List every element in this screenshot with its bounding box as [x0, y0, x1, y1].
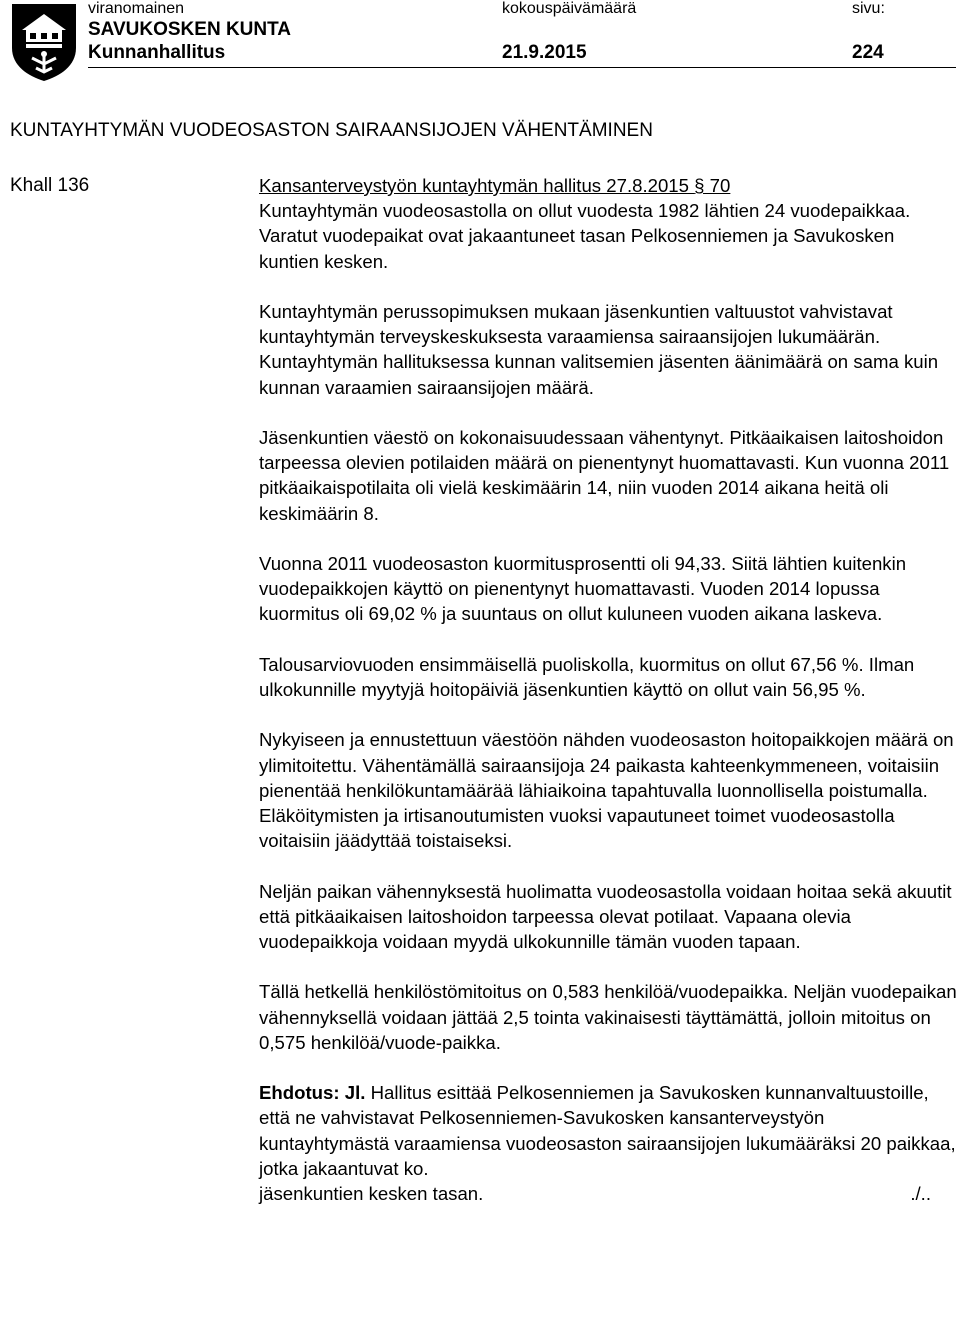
- paragraph-3: Jäsenkuntien väestö on kokonaisuudessaan vähentynyt. Pitkäaikaisen laitoshoidon tarpeessa olevien potilaiden määrä on pienentynyt huomattavasti. Kun vuonna 2011 pitkäaikaispotilaita oli vielä keskimäärin 14, niin vuoden 2014 aikana heitä oli keskimäärin 8.: [259, 427, 950, 524]
- proposal-label: Ehdotus: Jl.: [259, 1082, 366, 1104]
- paragraph-8: Tällä hetkellä henkilöstömitoitus on 0,583 henkilöä/vuodepaikka. Neljän vuodepaikan vähennyksellä voidaan jättää 2,5 tointa vakinaisesti täyttämättä, jolloin mitoitus on 0,575 henkilöä/vuode-paikka.: [259, 981, 957, 1053]
- paragraph-5: Talousarviovuoden ensimmäisellä puoliskolla, kuormitus on ollut 67,56 %. Ilman ulkokunnille myytyjä hoitopäiviä jäsenkuntien käyttö on ollut vain 56,95 %.: [259, 653, 915, 700]
- header-divider: [88, 67, 956, 68]
- paragraph-7: Neljän paikan vähennyksestä huolimatta vuodeosastolla voidaan hoitaa sekä akuutit että pitkäaikaisen laitoshoidon tarpeessa olevat potilaat. Vapaana olevia vuodepaikkoja voidaan myydä ulkokunnille tämän vuoden tapaan.: [259, 880, 952, 952]
- header-organization: SAVUKOSKEN KUNTA: [88, 19, 292, 40]
- content-column: [259, 173, 959, 1206]
- document-title: KUNTAYHTYMÄN VUODEOSASTON SAIRAANSIJOJEN VÄHENTÄMINEN: [10, 120, 653, 141]
- header-authority: Kunnanhallitus: [88, 42, 226, 63]
- paragraph-reference: [259, 173, 959, 274]
- item-id: Khall 136: [10, 175, 90, 196]
- header-label-page: sivu:: [852, 0, 885, 17]
- reference-line: Kansanterveystyön kuntayhtymän hallitus 27.8.2015 § 70: [259, 175, 731, 196]
- paragraph-6: Nykyiseen ja ennustettuun väestöön nähden vuodeosaston hoitopaikkojen määrä on ylimitoitettu. Vähentämällä sairaansijoja 24 paikasta kahteenkymmeneen, voitaisiin pienentää henkilökuntamäärää lähiaikoina tapahtuvalla luonnollisella poistumalla. Eläköitymisten ja irtisanoutumisten vuoksi vapautuneet toimet vuodeosastolla voitaisiin jäädyttää toistaiseksi.: [259, 729, 954, 852]
- paragraph-4: Vuonna 2011 vuodeosaston kuormitusprosentti oli 94,33. Siitä lähtien kuitenkin vuodepaikkojen käyttö on pienentynyt huomattavasti. Vuoden 2014 lopussa kuormitus oli 69,02 % ja suuntaus on ollut kuluneen vuoden aikana laskeva.: [259, 553, 907, 625]
- header-meeting-date: 21.9.2015: [502, 42, 587, 63]
- proposal-last-text: jäsenkuntien kesken tasan.: [259, 1183, 484, 1204]
- proposal-paragraph: [259, 1080, 959, 1206]
- continued-marker: ./..: [910, 1183, 931, 1204]
- header-label-meeting-date: kokouspäivämäärä: [502, 0, 637, 17]
- proposal-last-line: [259, 1181, 959, 1206]
- paragraph-1: Kuntayhtymän vuodeosastolla on ollut vuodesta 1982 lähtien 24 vuodepaikkaa. Varatut vuodepaikat ovat jakaantuneet tasan Pelkosenniemen ja Savukosken kuntien kesken.: [259, 200, 911, 272]
- proposal-text: Hallitus esittää Pelkosenniemen ja Savukosken kunnanvaltuustoille, että ne vahvistavat Pelkosenniemen-Savukosken kansanterveystyön kuntayhtymästä varaamiensa vuodeosaston sairaansijojen lukumääräksi 20 paikkaa, jotka jakaantuvat ko.: [259, 1082, 956, 1179]
- paragraph-2: Kuntayhtymän perussopimuksen mukaan jäsenkuntien valtuustot vahvistavat kuntayhtymän terveyskeskuksesta varaamiensa sairaansijojen lukumäärän. Kuntayhtymän hallituksessa kunnan valitsemien jäsenten äänimäärä on sama kuin kunnan varaamien sairaansijojen määrä.: [259, 301, 939, 398]
- header-label-authority: viranomainen: [88, 0, 185, 17]
- municipal-crest-icon: [10, 2, 78, 82]
- header-page-number: 224: [852, 42, 884, 63]
